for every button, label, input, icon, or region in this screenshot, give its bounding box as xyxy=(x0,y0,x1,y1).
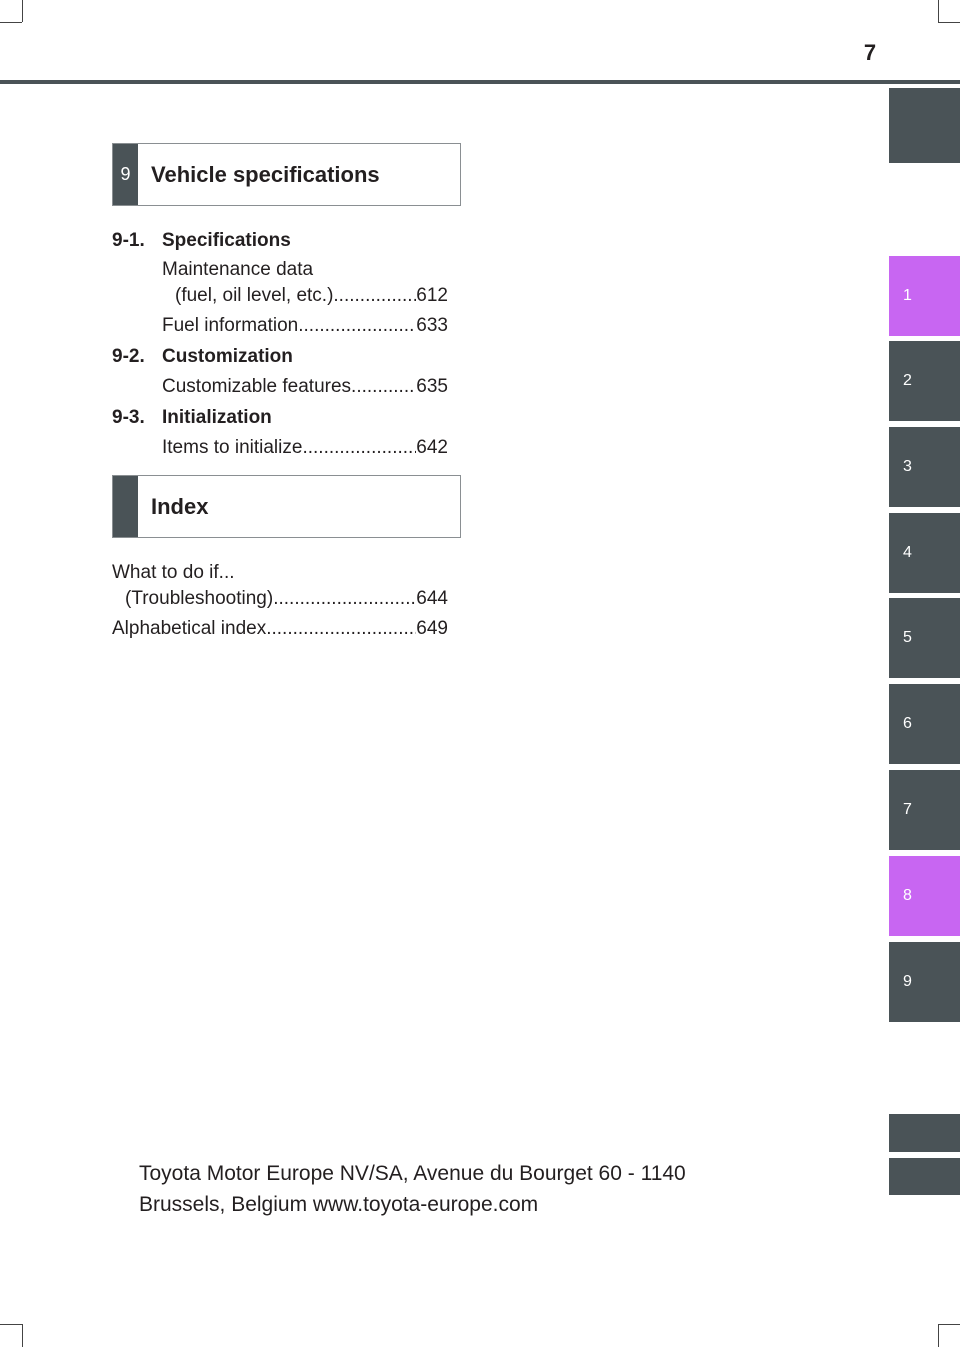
section-title: Vehicle specifications xyxy=(151,161,380,187)
crop-mark xyxy=(22,0,23,22)
side-tab-bottom-1[interactable] xyxy=(889,1114,960,1152)
side-tab-3[interactable]: 3 xyxy=(889,427,960,507)
subsection-title: Specifications xyxy=(162,230,291,251)
publisher-footer xyxy=(139,1158,686,1220)
side-tab-1[interactable]: 1 xyxy=(889,256,960,336)
side-tab-8[interactable]: 8 xyxy=(889,856,960,936)
page-number: 7 xyxy=(863,40,877,65)
toc-entry-fuel-information[interactable]: Fuel information ..... 633 xyxy=(162,313,448,338)
side-tab-9[interactable]: 9 xyxy=(889,942,960,1022)
section-header-vehicle-specifications xyxy=(112,143,461,206)
toc-entry-maintenance-data[interactable]: (fuel, oil level, etc.) ..... 612 xyxy=(175,283,448,308)
toc-entry-troubleshooting[interactable]: (Troubleshooting) ..... 644 xyxy=(125,586,448,611)
footer-line-2: Brussels, Belgium www.toyota-europe.com xyxy=(139,1193,539,1216)
crop-mark xyxy=(938,1324,960,1325)
side-tab-7[interactable]: 7 xyxy=(889,770,960,850)
toc-entry-customizable-features[interactable]: Customizable features ..... 635 xyxy=(162,374,448,399)
toc-entry-label[interactable]: Maintenance data xyxy=(162,259,314,280)
section-number: 9 xyxy=(113,144,138,205)
subsection-code: 9-3. xyxy=(112,407,145,428)
subsection-code: 9-1. xyxy=(112,230,145,251)
section-header-index xyxy=(112,475,461,538)
header-rule xyxy=(0,80,960,84)
crop-mark xyxy=(0,22,22,23)
subsection-code: 9-2. xyxy=(112,346,145,367)
footer-line-1: Toyota Motor Europe NV/SA, Avenue du Bourget 60 - 1140 xyxy=(139,1162,686,1185)
side-tab-2[interactable]: 2 xyxy=(889,341,960,421)
subsection-title: Customization xyxy=(162,346,293,367)
subsection-title: Initialization xyxy=(162,407,272,428)
side-tab-top[interactable] xyxy=(889,88,960,163)
crop-mark xyxy=(22,1324,23,1347)
toc-entry-label[interactable]: What to do if... xyxy=(112,562,235,583)
side-tab-6[interactable]: 6 xyxy=(889,684,960,764)
section-marker xyxy=(113,476,138,537)
crop-mark xyxy=(0,1324,22,1325)
section-title: Index xyxy=(151,493,209,519)
toc-entry-items-to-initialize[interactable]: Items to initialize ..... 642 xyxy=(162,435,448,460)
side-tab-bottom-2[interactable] xyxy=(889,1158,960,1195)
crop-mark xyxy=(938,0,939,22)
crop-mark xyxy=(938,1324,939,1347)
crop-mark xyxy=(938,22,960,23)
side-tab-4[interactable]: 4 xyxy=(889,513,960,593)
toc-entry-alphabetical-index[interactable]: Alphabetical index ..... 649 xyxy=(112,616,448,641)
side-tab-5[interactable]: 5 xyxy=(889,598,960,678)
